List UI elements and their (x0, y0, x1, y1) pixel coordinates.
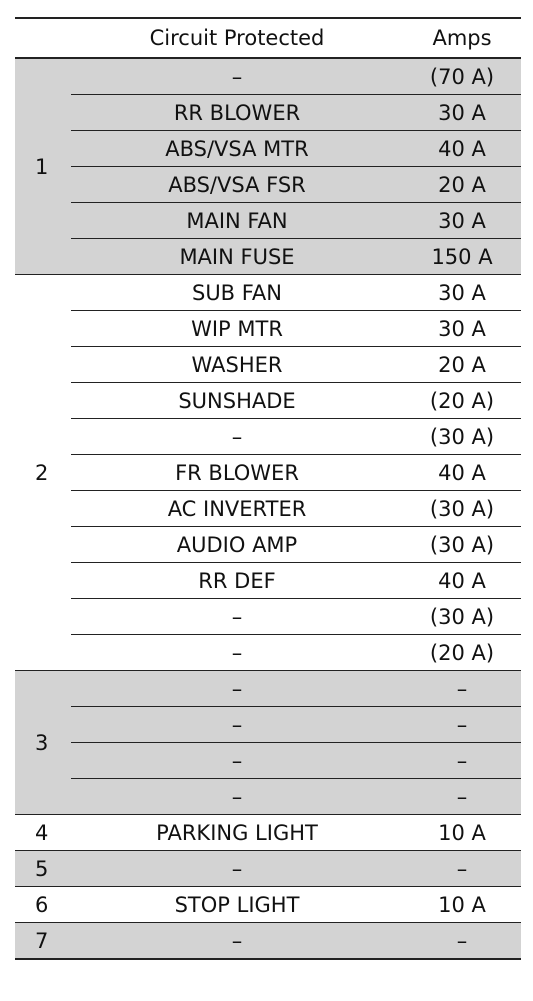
table-header (15, 18, 521, 58)
amps-cell: 30 A (403, 311, 521, 347)
column-header-circuit: Circuit Protected (71, 18, 403, 58)
amps-cell: 30 A (403, 275, 521, 311)
circuit-cell: AUDIO AMP (71, 527, 403, 563)
fuse-number: 6 (15, 887, 71, 923)
circuit-cell: AC INVERTER (71, 491, 403, 527)
amps-cell: 150 A (403, 239, 521, 275)
amps-cell: (20 A) (403, 635, 521, 671)
table-row (15, 527, 521, 563)
table-row (15, 563, 521, 599)
table-row (15, 347, 521, 383)
circuit-cell: WASHER (71, 347, 403, 383)
circuit-cell: WIP MTR (71, 311, 403, 347)
amps-cell: 10 A (403, 815, 521, 851)
amps-cell: 40 A (403, 131, 521, 167)
circuit-cell: – (71, 419, 403, 455)
amps-cell: (30 A) (403, 527, 521, 563)
amps-cell: (70 A) (403, 58, 521, 95)
table-row (15, 743, 521, 779)
amps-cell: – (403, 851, 521, 887)
amps-cell: 20 A (403, 167, 521, 203)
table-row (15, 167, 521, 203)
circuit-cell: MAIN FUSE (71, 239, 403, 275)
table-row (15, 203, 521, 239)
circuit-cell: ABS/VSA MTR (71, 131, 403, 167)
circuit-cell: – (71, 851, 403, 887)
table-row (15, 635, 521, 671)
fuse-number: 7 (15, 923, 71, 960)
table-row (15, 923, 521, 960)
circuit-cell: – (71, 743, 403, 779)
circuit-cell: – (71, 923, 403, 960)
table-row (15, 779, 521, 815)
circuit-cell: SUNSHADE (71, 383, 403, 419)
amps-cell: (30 A) (403, 419, 521, 455)
circuit-cell: – (71, 635, 403, 671)
table-row (15, 131, 521, 167)
circuit-cell: FR BLOWER (71, 455, 403, 491)
amps-cell: – (403, 743, 521, 779)
table-row (15, 275, 521, 311)
circuit-cell: ABS/VSA FSR (71, 167, 403, 203)
circuit-cell: PARKING LIGHT (71, 815, 403, 851)
amps-cell: 40 A (403, 563, 521, 599)
circuit-cell: SUB FAN (71, 275, 403, 311)
amps-cell: – (403, 923, 521, 960)
circuit-cell: RR DEF (71, 563, 403, 599)
circuit-cell: – (71, 58, 403, 95)
table-row (15, 383, 521, 419)
fuse-number: 2 (15, 275, 71, 671)
amps-cell: – (403, 779, 521, 815)
table-row (15, 707, 521, 743)
column-header-no (15, 18, 71, 58)
circuit-cell: – (71, 707, 403, 743)
amps-cell: (20 A) (403, 383, 521, 419)
circuit-cell: – (71, 599, 403, 635)
table-row (15, 419, 521, 455)
table-row (15, 671, 521, 707)
amps-cell: (30 A) (403, 599, 521, 635)
table-row (15, 851, 521, 887)
amps-cell: 10 A (403, 887, 521, 923)
amps-cell: 40 A (403, 455, 521, 491)
table-row (15, 887, 521, 923)
amps-cell: (30 A) (403, 491, 521, 527)
amps-cell: 30 A (403, 95, 521, 131)
fuse-number: 1 (15, 58, 71, 275)
fuse-number: 3 (15, 671, 71, 815)
table-row (15, 455, 521, 491)
amps-cell: 20 A (403, 347, 521, 383)
circuit-cell: – (71, 671, 403, 707)
amps-cell: – (403, 707, 521, 743)
table-row (15, 599, 521, 635)
table-body (15, 58, 521, 959)
circuit-cell: – (71, 779, 403, 815)
table-row (15, 491, 521, 527)
amps-cell: – (403, 671, 521, 707)
table-row (15, 239, 521, 275)
circuit-cell: STOP LIGHT (71, 887, 403, 923)
fuse-number: 4 (15, 815, 71, 851)
amps-cell: 30 A (403, 203, 521, 239)
table-row (15, 815, 521, 851)
table-row (15, 58, 521, 95)
table-row (15, 311, 521, 347)
fuse-table (15, 17, 521, 960)
column-header-amps: Amps (403, 18, 521, 58)
table-row (15, 95, 521, 131)
fuse-number: 5 (15, 851, 71, 887)
circuit-cell: MAIN FAN (71, 203, 403, 239)
circuit-cell: RR BLOWER (71, 95, 403, 131)
